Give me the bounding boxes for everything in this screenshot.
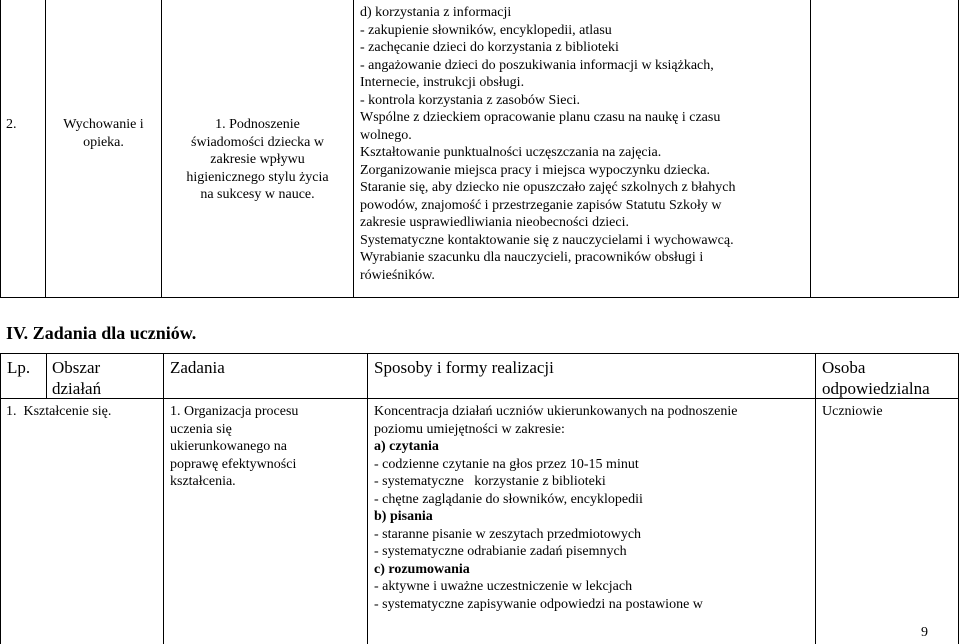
text-line: powodów, znajomość i przestrzeganie zapisów Statutu Szkoły w: [360, 197, 722, 213]
text-line: - chętne zaglądanie do słowników, encyklopedii: [374, 491, 643, 507]
top-table-border-bottom: [0, 297, 959, 298]
header-osoba: Osoba odpowiedzialna: [822, 358, 930, 398]
text-line: Koncentracja działań uczniów ukierunkowanych na podnoszenie: [374, 404, 738, 419]
top-table-border-right: [958, 0, 959, 298]
bottom-table-border-col4: [815, 353, 816, 644]
text-line: Systematyczne kontaktowanie się z nauczycielami i wychowawcą.: [360, 232, 734, 248]
text-line: d) korzystania z informacji: [360, 5, 512, 20]
page-number: 9: [921, 625, 928, 640]
text-line: rówieśników.: [360, 267, 435, 283]
text-line: Staranie się, aby dziecko nie opuszczało zajęć szkolnych z błahych: [360, 180, 736, 195]
bottom-table-border-right: [958, 353, 959, 644]
top-row-lp: 2.: [6, 117, 17, 132]
text-line: b) pisania: [374, 509, 433, 524]
bottom-table-border-col2: [163, 353, 164, 644]
text-line: - angażowanie dzieci do poszukiwania informacji w książkach,: [360, 57, 714, 73]
top-row-obszar: Wychowanie i opieka.: [63, 117, 144, 150]
top-table-border-col3: [353, 0, 354, 298]
section-heading: IV. Zadania dla uczniów.: [6, 323, 197, 343]
text-line: a) czytania: [374, 439, 439, 454]
bottom-table-border-left: [0, 353, 1, 644]
text-line: - kontrola korzystania z zasobów Sieci.: [360, 92, 581, 108]
bottom-row-sposoby: [374, 403, 814, 613]
top-row-zadanie: 1. Podnoszenie świadomości dziecka w zakresie wpływu higienicznego stylu życia na sukcesy w nauce.: [186, 117, 329, 202]
text-line: - codzienne czytanie na głos przez 10-15 minut: [374, 456, 639, 472]
text-line: wolnego.: [360, 127, 412, 143]
bottom-row-lp-obszar: 1. Kształcenie się.: [6, 404, 112, 419]
text-line: Zorganizowanie miejsca pracy i miejsca wypoczynku dziecka.: [360, 162, 710, 178]
text-line: Wyrabianie szacunku dla nauczycieli, pracowników obsługi i: [360, 250, 704, 265]
text-line: - systematyczne zapisywanie odpowiedzi na postawione w: [374, 596, 703, 612]
text-line: c) rozumowania: [374, 561, 470, 577]
top-table-border-col4: [810, 0, 811, 298]
text-line: - aktywne i uważne uczestniczenie w lekcjach: [374, 579, 633, 594]
text-line: - zachęcanie dzieci do korzystania z biblioteki: [360, 40, 619, 55]
top-row-sposoby: [360, 4, 808, 284]
text-line: zakresie usprawiedliwiania nieobecności dzieci.: [360, 215, 629, 230]
text-line: Internecie, instrukcji obsługi.: [360, 75, 525, 90]
header-zadania: Zadania: [170, 358, 225, 377]
bottom-row-osoba: Uczniowie: [822, 404, 883, 419]
top-table-border-left: [0, 0, 1, 298]
text-line: Kształtowanie punktualności uczęszczania na zajęcia.: [360, 145, 662, 160]
text-line: - systematyczne korzystanie z biblioteki: [374, 474, 606, 489]
text-line: - staranne pisanie w zeszytach przedmiotowych: [374, 526, 642, 542]
text-line: poziomu umiejętności w zakresie:: [374, 421, 565, 437]
header-lp: Lp.: [7, 358, 31, 377]
bottom-table-border-col3: [367, 353, 368, 644]
bottom-row-zadanie: 1. Organizacja procesu uczenia się ukierunkowanego na poprawę efektywności kształcenia.: [170, 404, 299, 489]
text-line: - zakupienie słowników, encyklopedii, atlasu: [360, 22, 612, 38]
header-obszar: Obszar działań: [52, 358, 102, 398]
header-sposoby: Sposoby i formy realizacji: [374, 358, 554, 377]
text-line: Wspólne z dzieckiem opracowanie planu czasu na naukę i czasu: [360, 110, 721, 125]
bottom-table-border-col1: [46, 353, 47, 399]
text-line: - systematyczne odrabianie zadań pisemnych: [374, 544, 627, 559]
